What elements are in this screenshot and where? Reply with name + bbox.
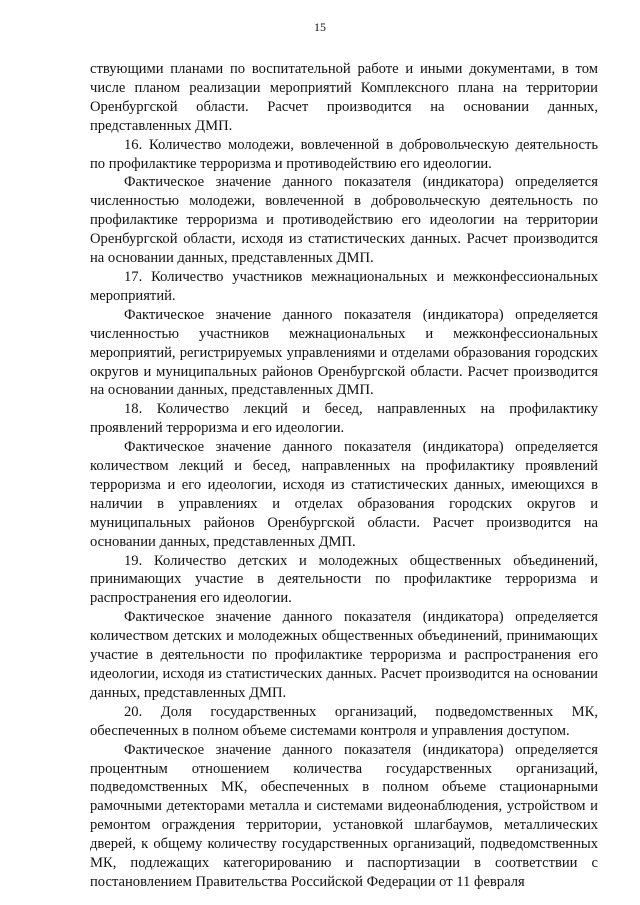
paragraph: Фактическое значение данного показателя (индикатора) определяется количеством детских и молодежных общественных объединений, принимающих участие в деятельности по профилактике терроризма и распространения его идеологии, исходя из статистических данных. Расчет производится на основании данных, представленных ДМП. xyxy=(90,609,598,701)
paragraph: 20. Доля государственных организаций, подведомственных МК, обеспеченных в полном объеме системами контроля и управления доступом. xyxy=(90,703,598,739)
paragraph: Фактическое значение данного показателя (индикатора) определяется количеством лекций и бесед, направленных на профилактику проявлений терроризма и его идеологии, исходя из статистических данных, имеющихся в наличии в управлениях и отделах образования городских округов и муниципальных районов Оренбургской области. Расчет производится на основании данных, представленных ДМП. xyxy=(90,439,598,550)
paragraph: 17. Количество участников межнациональных и межконфессиональных мероприятий. xyxy=(90,268,598,304)
paragraph: Фактическое значение данного показателя (индикатора) определяется процентным отношением количества государственных организаций, подведомственных МК, обеспеченных в полном объеме стационарными рамочными детекторами металла и системами видеонаблюдения, устройством и ремонтом ограждения территории, установкой шлагбаумов, металлических дверей, к общему количеству государственных организаций, подведомственных МК, подлежащих категорированию и паспортизации в соответствии с постановлением Правительства Российской Федерации от 11 февраля xyxy=(90,741,598,890)
paragraph: Фактическое значение данного показателя (индикатора) определяется численностью молодежи, вовлеченной в добровольческую деятельность по профилактике терроризма и противодействию его идеологии на территории Оренбургской области, исходя из статистических данных. Расчет производится на основании данных, представленных ДМП. xyxy=(90,174,598,267)
paragraph: 19. Количество детских и молодежных общественных объединений, принимающих участие в деятельности по профилактике терроризма и распространения его идеологии. xyxy=(90,552,598,607)
document-body xyxy=(90,60,598,892)
page-number: 15 xyxy=(314,20,326,34)
paragraph: 18. Количество лекций и бесед, направленных на профилактику проявлений терроризма и его идеологии. xyxy=(90,401,598,437)
paragraph: ствующими планами по воспитательной работе и иными документами, в том числе планом реализации мероприятий Комплексного плана на территории Оренбургской области. Расчет производится на основании данных, представленных ДМП. xyxy=(90,61,598,134)
paragraph: Фактическое значение данного показателя (индикатора) определяется численностью участников межнациональных и межконфессиональных мероприятий, регистрируемых управлениями и отделами образования городских округов и муниципальных районов Оренбургской области. Расчет производится на основании данных, представленных ДМП. xyxy=(90,306,598,399)
paragraph: 16. Количество молодежи, вовлеченной в добровольческую деятельность по профилактике терроризма и противодействию его идеологии. xyxy=(90,136,598,172)
